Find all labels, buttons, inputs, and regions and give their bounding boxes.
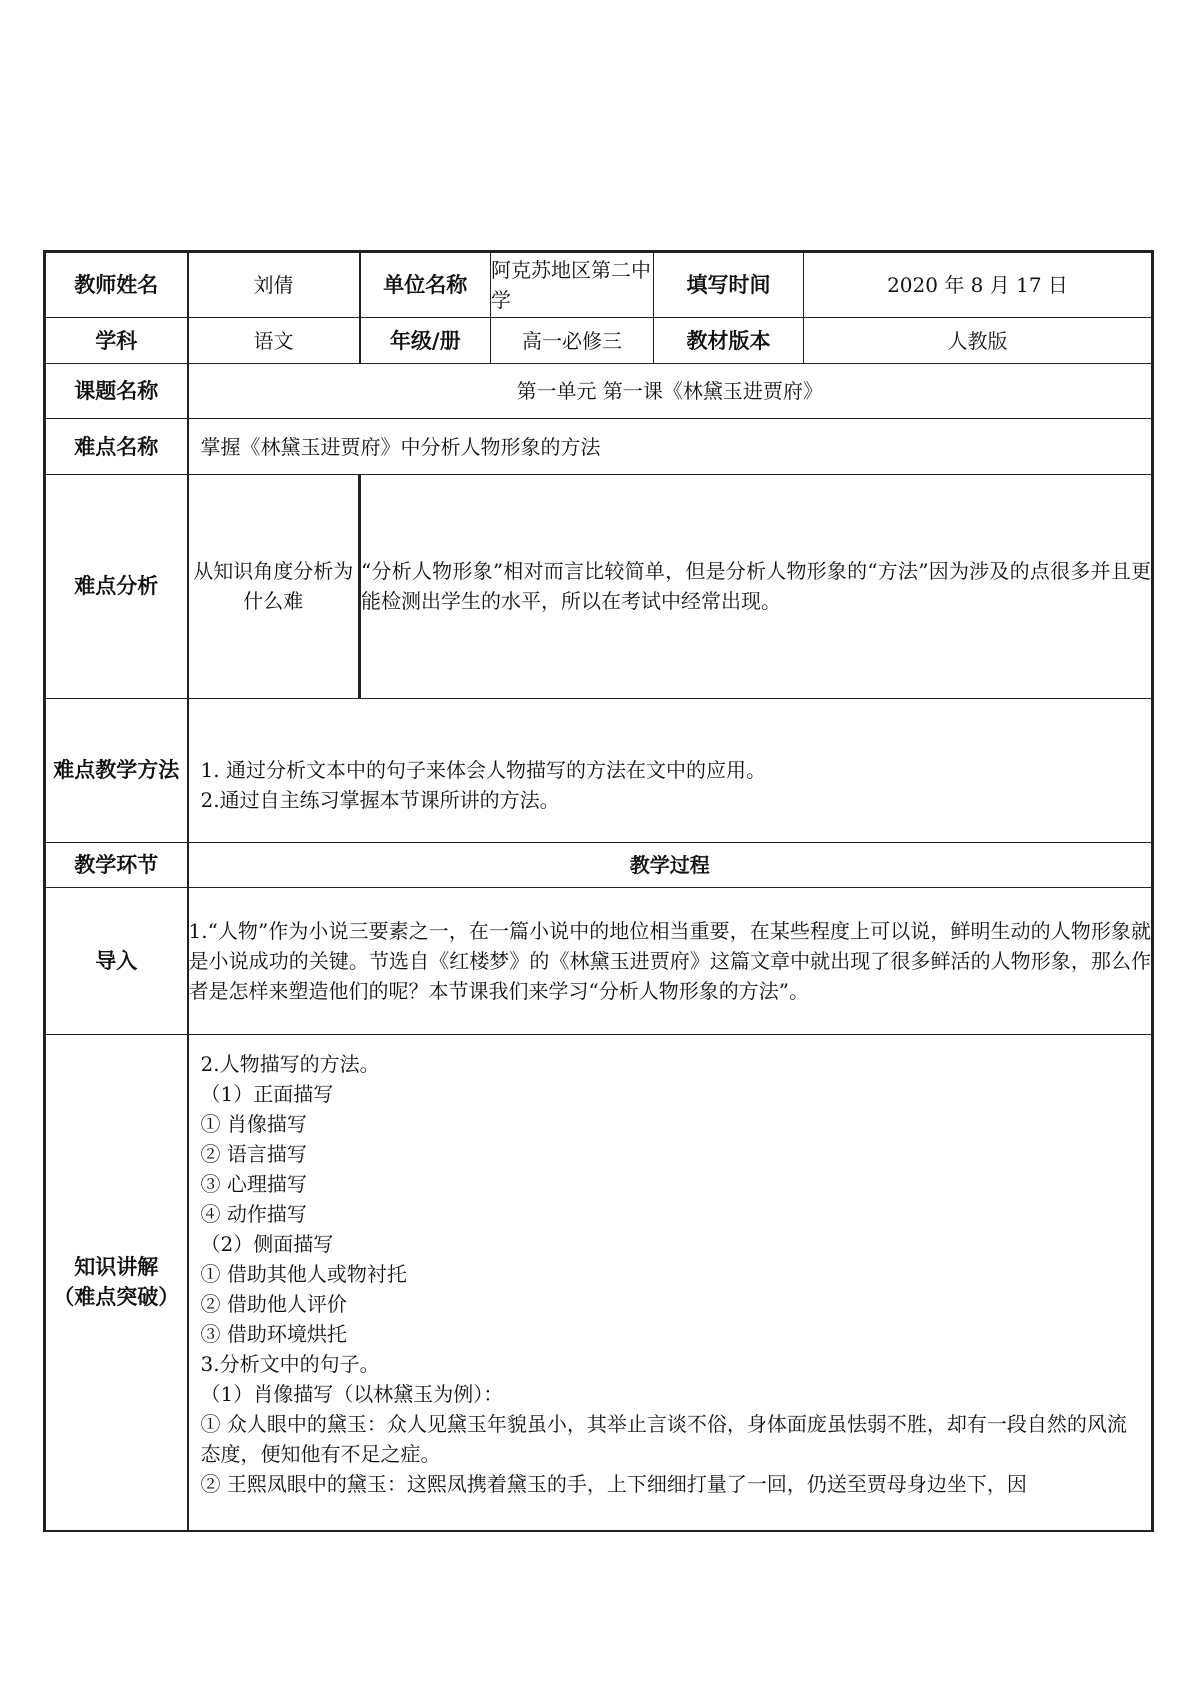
- knowledge-line: ③ 借助环境烘托: [200, 1321, 347, 1346]
- fill-time-label: 填写时间: [654, 252, 804, 318]
- knowledge-line: （2）侧面描写: [200, 1231, 334, 1256]
- knowledge-label-line-1: 知识讲解: [74, 1255, 159, 1280]
- edition-label: 教材版本: [654, 318, 804, 364]
- knowledge-line: ④ 动作描写: [200, 1201, 307, 1226]
- fill-time-value: 2020 年 8 月 17 日: [804, 252, 1153, 318]
- difficulty-label: 难点名称: [45, 419, 188, 474]
- lesson-plan-table: [43, 250, 1154, 1532]
- grade-value: 高一必修三: [491, 318, 654, 364]
- knowledge-line: ② 借助他人评价: [200, 1291, 347, 1316]
- analysis-value: “分析人物形象”相对而言比较简单，但是分析人物形象的“方法”因为涉及的点很多并且更能检测出学生的水平，所以在考试中经常出现。: [360, 474, 1153, 698]
- method-line-1: 1. 通过分析文本中的句子来体会人物描写的方法在文中的应用。: [200, 758, 766, 783]
- knowledge-line: 2.人物描写的方法。: [200, 1051, 380, 1076]
- knowledge-label-line-2: （难点突破）: [53, 1285, 180, 1310]
- subject-value: 语文: [188, 318, 360, 364]
- knowledge-line: （1）正面描写: [200, 1081, 334, 1106]
- method-label: 难点教学方法: [45, 698, 188, 842]
- topic-value: 第一单元 第一课《林黛玉进贾府》: [188, 363, 1153, 418]
- knowledge-line: 3.分析文中的句子。: [200, 1351, 380, 1376]
- method-content: [188, 698, 1153, 842]
- process-label: 教学过程: [188, 842, 1153, 887]
- knowledge-content: [188, 1034, 1153, 1531]
- knowledge-line: ② 王熙凤眼中的黛玉：这熙凤携着黛玉的手，上下细细打量了一回，仍送至贾母身边坐下，因: [200, 1471, 1027, 1496]
- knowledge-line: ① 众人眼中的黛玉：众人见黛玉年貌虽小，其举止言谈不俗，身体面庞虽怯弱不胜，却有一段自然的风流态度，便知他有不足之症。: [200, 1411, 1127, 1466]
- teacher-name-label: 教师姓名: [45, 252, 188, 318]
- teacher-name-value: 刘倩: [188, 252, 360, 318]
- knowledge-line: ① 借助其他人或物衬托: [200, 1261, 407, 1286]
- grade-label: 年级/册: [360, 318, 491, 364]
- unit-label: 单位名称: [360, 252, 491, 318]
- knowledge-line: （1）肖像描写（以林黛玉为例）：: [200, 1381, 504, 1406]
- knowledge-line: ① 肖像描写: [200, 1111, 307, 1136]
- method-line-2: 2.通过自主练习掌握本节课所讲的方法。: [200, 788, 560, 813]
- subject-label: 学科: [45, 318, 188, 364]
- intro-label: 导入: [45, 887, 188, 1034]
- topic-label: 课题名称: [45, 363, 188, 418]
- difficulty-value: 掌握《林黛玉进贾府》中分析人物形象的方法: [188, 419, 1153, 474]
- knowledge-line: ③ 心理描写: [200, 1171, 307, 1196]
- edition-value: 人教版: [804, 318, 1153, 364]
- analysis-label: 难点分析: [45, 474, 188, 698]
- intro-value: 1.“人物”作为小说三要素之一，在一篇小说中的地位相当重要，在某些程度上可以说，鲜明生动的人物形象就是小说成功的关键。节选自《红楼梦》的《林黛玉进贾府》这篇文章中就出现了很多鲜活的人物形象，那么作者是怎样来塑造他们的呢？本节课我们来学习“分析人物形象的方法”。: [188, 887, 1153, 1034]
- step-label: 教学环节: [45, 842, 188, 887]
- analysis-sub-label: 从知识角度分析为什么难: [188, 474, 360, 698]
- knowledge-line: ② 语言描写: [200, 1141, 307, 1166]
- unit-value: 阿克苏地区第二中学: [491, 252, 654, 318]
- knowledge-label: [45, 1034, 188, 1531]
